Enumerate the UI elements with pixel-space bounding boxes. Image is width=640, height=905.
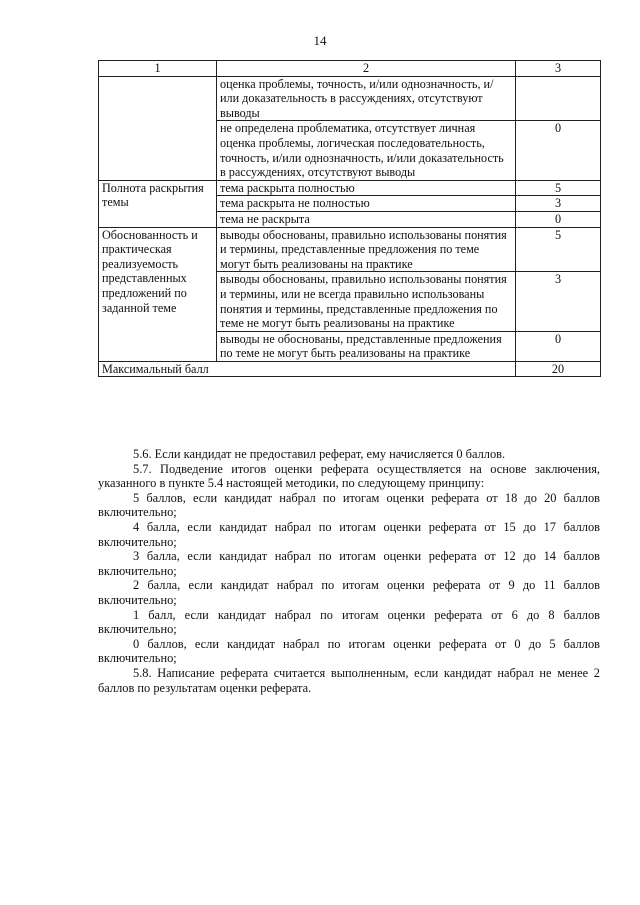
paragraph: 5 баллов, если кандидат набрал по итогам оценки реферата от 18 до 20 баллов включительно; [98,490,600,520]
paragraph: 5.8. Написание реферата считается выполненным, если кандидат набрал не менее 2 баллов по результатам оценки реферата. [98,665,600,695]
description-cell: выводы не обоснованы, представленные предложения по теме не могут быть реализованы на практике [217,331,516,361]
description-cell: выводы обоснованы, правильно использованы понятия и термины, представленные предложения по теме могут быть реализованы на практике [217,227,516,272]
max-score-row [99,361,601,377]
criterion-cell: Полнота раскрытия темы [99,180,217,227]
description-cell: не определена проблематика, отсутствует личная оценка проблемы, логическая последовательность, точность, и/или однозначность, и/или доказательность в рассуждениях, отсутствуют выводы [217,121,516,180]
paragraph: 4 балла, если кандидат набрал по итогам оценки реферата от 15 до 17 баллов включительно; [98,519,600,549]
score-cell: 0 [516,331,601,361]
max-score-value: 20 [516,361,601,377]
header-col-1: 1 [99,61,217,77]
table-row [99,76,601,121]
score-cell: 0 [516,211,601,227]
criterion-cell: Обоснованность и практическая реализуемость представленных предложений по заданной теме [99,227,217,361]
page-number: 14 [313,33,327,48]
max-score-label: Максимальный балл [99,361,516,377]
description-cell: тема не раскрыта [217,211,516,227]
criteria-table [98,60,601,377]
paragraph: 1 балл, если кандидат набрал по итогам оценки реферата от 6 до 8 баллов включительно; [98,607,600,637]
score-cell: 0 [516,121,601,180]
description-cell: выводы обоснованы, правильно использованы понятия и термины, или не всегда правильно использованы понятия и термины, представленные предложения по теме не могут быть реализованы на практике [217,272,516,331]
paragraph: 3 балла, если кандидат набрал по итогам оценки реферата от 12 до 14 баллов включительно; [98,549,600,578]
criterion-cell [99,76,217,180]
header-col-2: 2 [217,61,516,77]
score-cell: 5 [516,227,601,272]
score-cell: 5 [516,180,601,196]
description-cell: оценка проблемы, точность, и/или однозначность, и/или доказательность в рассуждениях, отсутствуют выводы [217,76,516,121]
description-cell: тема раскрыта полностью [217,180,516,196]
paragraph: 5.7. Подведение итогов оценки реферата осуществляется на основе заключения, указанного в пункте 5.4 настоящей методики, по следующему принципу: [98,461,600,491]
table-row [99,180,601,196]
table-row [99,227,601,272]
body-text [98,447,600,695]
score-cell: 3 [516,272,601,331]
header-col-3: 3 [516,61,601,77]
paragraph: 5.6. Если кандидат не предоставил реферат, ему начисляется 0 баллов. [133,447,506,461]
score-cell [516,76,601,121]
paragraph: 2 балла, если кандидат набрал по итогам оценки реферата от 9 до 11 баллов включительно; [98,578,600,607]
table-header-row [99,61,601,77]
description-cell: тема раскрыта не полностью [217,196,516,212]
paragraph: 0 баллов, если кандидат набрал по итогам оценки реферата от 0 до 5 баллов включительно; [98,636,600,666]
score-cell: 3 [516,196,601,212]
